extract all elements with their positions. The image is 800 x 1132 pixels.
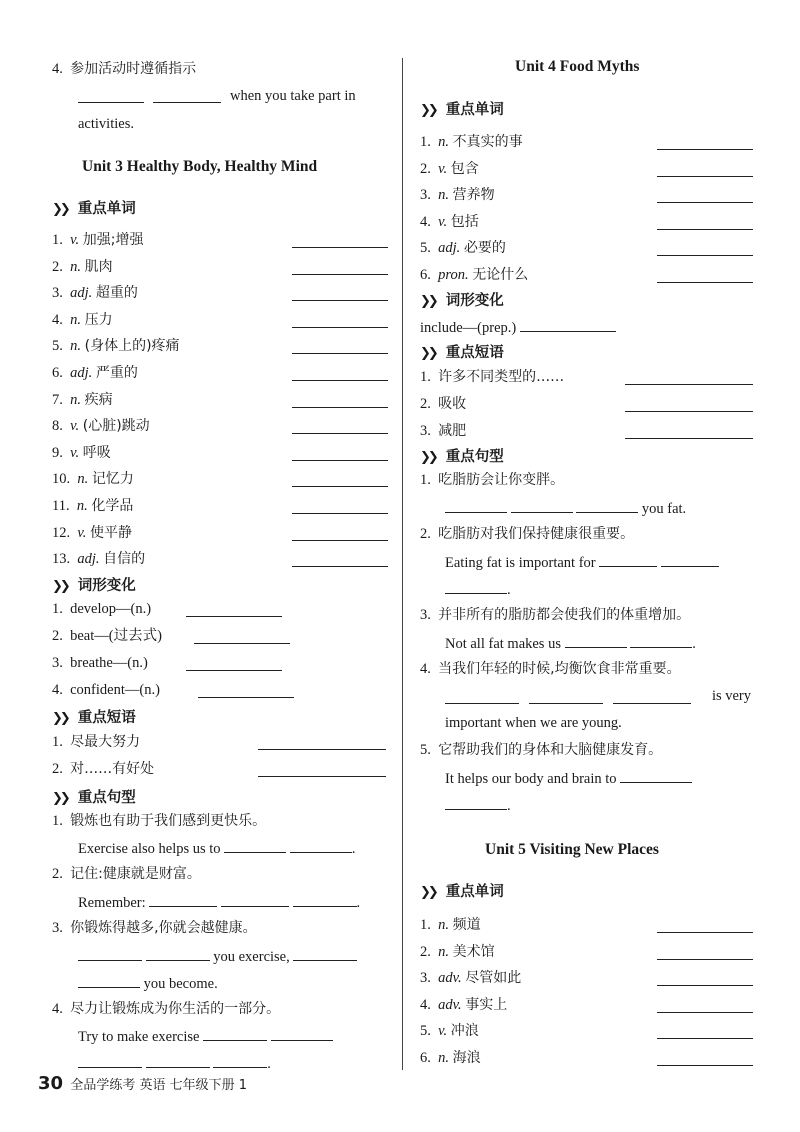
unit3-vocab-answer-blank[interactable]	[292, 299, 388, 301]
chinese-meaning: 冲浪	[450, 1023, 479, 1040]
unit4-phrase-text: 吸收	[438, 396, 467, 412]
chinese-meaning: 肌肉	[84, 258, 113, 275]
item-number: 1.	[420, 134, 431, 150]
chevron-icon: ❯❯	[52, 579, 68, 594]
unit5-vocab-answer-blank[interactable]	[657, 931, 753, 933]
chinese-meaning: 严重的	[95, 365, 138, 381]
unit4-sentence-2-zh: 2. 吃脂肪对我们保持健康很重要。	[420, 526, 635, 542]
unit4-vocab-answer-blank[interactable]	[657, 228, 753, 230]
chinese-meaning: 化学品	[91, 498, 134, 514]
unit4-vocab-item	[420, 213, 479, 231]
unit3-sentence-4-en-line1: Try to make exercise	[78, 1026, 333, 1046]
unit3-vocab-answer-blank[interactable]	[292, 432, 388, 434]
item-number: 3.	[420, 970, 431, 987]
part-of-speech: n.	[70, 338, 81, 355]
unit4-sentence-4-en-line2: important when we are young.	[445, 715, 622, 731]
unit3-wordform-heading: ❯❯ 词形变化	[52, 578, 136, 594]
chinese-meaning: 使平静	[90, 524, 132, 541]
unit4-sentence-4-en-line1: is very	[711, 688, 751, 704]
unit3-sentence-1-en: Exercise also helps us to .	[78, 838, 355, 858]
q4-blank-1[interactable]	[78, 101, 144, 103]
unit3-phrase-text: 对……有好处	[70, 761, 155, 777]
unit3-vocab-heading: ❯❯ 重点单词	[52, 201, 136, 217]
q4-text-line1: when you take part in	[230, 88, 356, 104]
blank[interactable]	[78, 1053, 142, 1068]
unit3-title: Unit 3 Healthy Body, Healthy Mind	[82, 158, 318, 175]
chinese-meaning: 海浪	[452, 1050, 481, 1066]
unit3-wordform-answer-blank[interactable]	[198, 696, 294, 698]
blank[interactable]	[78, 973, 140, 988]
chinese-meaning: 无论什么	[472, 267, 529, 283]
chevron-icon: ❯❯	[420, 103, 436, 118]
unit3-sentence-3-zh: 3. 你锻炼得越多,你就会越健康。	[52, 920, 257, 936]
chevron-icon: ❯❯	[52, 791, 68, 806]
item-number: 8.	[52, 418, 63, 435]
item-number: 1.	[420, 917, 431, 933]
part-of-speech: adj.	[70, 365, 93, 381]
unit3-vocab-item	[52, 337, 180, 355]
unit4-phrase-answer-blank[interactable]	[625, 410, 753, 412]
chevron-icon: ❯❯	[52, 711, 68, 726]
part-of-speech: v.	[438, 213, 448, 230]
unit4-phrase-text: 许多不同类型的……	[438, 369, 565, 385]
unit4-phrase-answer-blank[interactable]	[625, 383, 753, 385]
unit3-vocab-item	[52, 231, 143, 249]
blank[interactable]	[293, 946, 357, 961]
chevron-icon: ❯❯	[420, 885, 436, 900]
unit4-sentence-5-zh: 5. 它帮助我们的身体和大脑健康发育。	[420, 742, 663, 758]
item-number: 7.	[52, 391, 63, 408]
unit5-vocab-item	[420, 1022, 479, 1040]
unit4-vocab-answer-blank[interactable]	[657, 175, 753, 177]
chinese-meaning: 美术馆	[452, 943, 495, 960]
blank[interactable]	[620, 768, 692, 783]
unit3-vocab-answer-blank[interactable]	[292, 565, 388, 567]
unit3-vocab-item	[52, 364, 138, 382]
chinese-meaning: 包含	[450, 160, 479, 177]
item-number: 2.	[420, 160, 431, 177]
blank[interactable]	[203, 1026, 267, 1041]
unit3-wordform-item	[52, 681, 160, 699]
unit4-sentence-5-en-line1: It helps our body and brain to	[445, 768, 692, 788]
unit5-vocab-item	[420, 1049, 481, 1067]
blank[interactable]	[221, 892, 289, 907]
chinese-meaning: (心脏)跳动	[82, 418, 150, 435]
unit3-vocab-answer-blank[interactable]	[292, 273, 388, 275]
chevron-icon: ❯❯	[420, 346, 436, 361]
item-number: 3.	[420, 423, 431, 439]
unit5-vocab-answer-blank[interactable]	[657, 958, 753, 960]
q4-blank-2[interactable]	[153, 101, 221, 103]
item-number: 3.	[52, 655, 63, 671]
unit4-title: Unit 4 Food Myths	[515, 58, 640, 75]
blank[interactable]	[290, 838, 352, 853]
unit5-vocab-heading: ❯❯ 重点单词	[420, 884, 504, 900]
unit4-phrase-item	[420, 422, 466, 440]
unit3-vocab-item	[52, 391, 113, 409]
unit4-vocab-item	[420, 266, 528, 284]
unit4-phrase-heading: ❯❯ 重点短语	[420, 345, 504, 361]
unit3-wordform-item	[52, 627, 162, 645]
unit3-wordform-text: develop—(n.)	[70, 601, 152, 617]
unit4-phrase-answer-blank[interactable]	[625, 437, 753, 439]
footer	[38, 1075, 247, 1095]
unit4-sentence-2-en-line1: Eating fat is important for	[445, 552, 719, 572]
unit5-vocab-answer-blank[interactable]	[657, 1011, 753, 1013]
part-of-speech: pron.	[438, 267, 469, 283]
item-number: 2.	[52, 258, 63, 275]
item-number: 1.	[52, 232, 63, 248]
unit3-sentence-4-zh: 4. 尽力让锻炼成为你生活的一部分。	[52, 1001, 281, 1017]
chinese-meaning: 疾病	[84, 391, 113, 408]
unit4-vocab-answer-blank[interactable]	[657, 201, 753, 203]
unit4-sentence-4-zh: 4. 当我们年轻的时候,均衡饮食非常重要。	[420, 661, 681, 677]
item-number: 10.	[52, 471, 71, 488]
unit5-vocab-item	[420, 916, 481, 934]
chinese-meaning: 频道	[452, 917, 481, 933]
unit3-phrase-item	[52, 760, 154, 778]
part-of-speech: v.	[70, 232, 80, 248]
item-number: 11.	[52, 498, 70, 514]
page-number: 30	[38, 1073, 64, 1094]
part-of-speech: n.	[70, 311, 81, 328]
unit3-sentence-2-en: Remember: .	[78, 892, 360, 912]
unit4-s4-blank-1[interactable]	[445, 702, 519, 704]
part-of-speech: n.	[438, 917, 449, 933]
part-of-speech: adv.	[438, 996, 462, 1013]
blank[interactable]	[511, 498, 573, 513]
blank[interactable]	[445, 579, 507, 594]
blank[interactable]	[565, 633, 627, 648]
column-divider	[402, 58, 403, 1070]
blank[interactable]	[149, 892, 217, 907]
unit3-sentence-1-zh: 1. 锻炼也有助于我们感到更快乐。	[52, 813, 267, 829]
part-of-speech: adj.	[70, 285, 93, 302]
chevron-icon: ❯❯	[52, 202, 68, 217]
unit4-s4-blank-3[interactable]	[613, 702, 691, 704]
item-number: 13.	[52, 551, 71, 568]
unit4-sentence-5-en-line2: .	[445, 795, 511, 815]
unit3-sentence-heading: ❯❯ 重点句型	[52, 790, 136, 806]
unit3-wordform-text: confident—(n.)	[70, 682, 160, 698]
chinese-meaning: 加强;增强	[82, 232, 144, 248]
unit4-phrase-item	[420, 395, 466, 413]
blank[interactable]	[445, 498, 507, 513]
item-number: 6.	[420, 1050, 431, 1066]
part-of-speech: n.	[70, 391, 81, 408]
unit3-vocab-answer-blank[interactable]	[292, 459, 388, 461]
blank[interactable]	[271, 1026, 333, 1041]
chinese-meaning: 必要的	[463, 240, 506, 257]
q4-text-line2: activities.	[78, 116, 134, 132]
unit3-vocab-item	[52, 258, 113, 276]
blank[interactable]	[224, 838, 286, 853]
unit4-sentence-heading: ❯❯ 重点句型	[420, 449, 504, 465]
part-of-speech: v.	[438, 160, 448, 177]
item-number: 4.	[420, 996, 431, 1013]
unit5-title: Unit 5 Visiting New Places	[485, 841, 659, 858]
chinese-meaning: 尽管如此	[465, 970, 522, 987]
chinese-meaning: 营养物	[452, 187, 495, 204]
item-number: 2.	[52, 628, 63, 644]
unit3-vocab-answer-blank[interactable]	[292, 512, 388, 514]
blank[interactable]	[78, 946, 142, 961]
chinese-meaning: 包括	[450, 213, 479, 230]
unit4-sentence-1-en: you fat.	[445, 498, 686, 518]
unit3-wordform-text: breathe—(n.)	[70, 655, 148, 671]
unit5-vocab-item	[420, 943, 495, 961]
blank[interactable]	[661, 552, 719, 567]
unit3-vocab-answer-blank[interactable]	[292, 379, 388, 381]
unit5-vocab-answer-blank[interactable]	[657, 1037, 753, 1039]
chinese-meaning: 自信的	[103, 551, 146, 568]
chinese-meaning: 超重的	[95, 285, 138, 302]
unit3-vocab-answer-blank[interactable]	[292, 326, 388, 328]
item-number: 2.	[420, 396, 431, 412]
footer-text: 全品学练考 英语 七年级下册 1	[70, 1078, 247, 1093]
part-of-speech: n.	[77, 471, 89, 488]
item-number: 9.	[52, 444, 63, 461]
unit3-phrase-item	[52, 733, 140, 751]
unit3-sentence-2-zh: 2. 记住:健康就是财富。	[52, 866, 201, 882]
unit3-wordform-item	[52, 654, 148, 672]
unit3-vocab-item	[52, 524, 132, 542]
unit4-vocab-heading: ❯❯ 重点单词	[420, 102, 504, 118]
unit4-vocab-item	[420, 239, 506, 257]
unit3-wordform-text: beat—(过去式)	[70, 628, 162, 644]
part-of-speech: v.	[70, 444, 80, 461]
unit3-wordform-answer-blank[interactable]	[186, 615, 282, 617]
item-number: 4.	[52, 311, 63, 328]
item-number: 5.	[420, 240, 431, 257]
unit3-vocab-item	[52, 284, 138, 302]
part-of-speech: adv.	[438, 970, 462, 987]
chinese-meaning: 事实上	[465, 996, 508, 1013]
unit5-vocab-item	[420, 969, 521, 987]
unit3-sentence-4-en-line2: .	[78, 1053, 271, 1073]
unit4-sentence-1-zh: 1. 吃脂肪会让你变胖。	[420, 472, 565, 488]
item-number: 5.	[420, 1023, 431, 1040]
blank[interactable]	[576, 498, 638, 513]
blank[interactable]	[599, 552, 657, 567]
unit3-vocab-item	[52, 444, 111, 462]
unit4-vocab-item	[420, 160, 479, 178]
part-of-speech: n.	[76, 498, 88, 514]
chinese-meaning: 记忆力	[91, 471, 134, 488]
unit3-phrase-text: 尽最大努力	[70, 734, 141, 750]
part-of-speech: n.	[438, 187, 449, 204]
chinese-meaning: 压力	[84, 311, 113, 328]
unit3-phrase-answer-blank[interactable]	[258, 748, 386, 750]
unit5-vocab-answer-blank[interactable]	[657, 1064, 753, 1066]
item-number: 2.	[420, 943, 431, 960]
part-of-speech: n.	[70, 258, 81, 275]
unit3-vocab-item	[52, 497, 133, 515]
unit3-phrase-heading: ❯❯ 重点短语	[52, 710, 136, 726]
unit3-vocab-item	[52, 550, 145, 568]
unit3-wordform-answer-blank[interactable]	[186, 669, 282, 671]
unit3-vocab-answer-blank[interactable]	[292, 539, 388, 541]
chevron-icon: ❯❯	[420, 294, 436, 309]
item-number: 2.	[52, 761, 63, 777]
unit5-vocab-item	[420, 996, 507, 1014]
blank[interactable]	[630, 633, 692, 648]
unit3-wordform-answer-blank[interactable]	[194, 642, 290, 644]
unit4-s4-blank-2[interactable]	[529, 702, 603, 704]
part-of-speech: n.	[438, 943, 449, 960]
unit3-vocab-answer-blank[interactable]	[292, 246, 388, 248]
part-of-speech: adj.	[438, 240, 461, 257]
item-number: 3.	[52, 285, 63, 302]
item-number: 5.	[52, 338, 63, 355]
unit5-vocab-answer-blank[interactable]	[657, 984, 753, 986]
part-of-speech: v.	[438, 1023, 448, 1040]
unit3-vocab-item	[52, 470, 134, 488]
part-of-speech: adj.	[77, 551, 100, 568]
unit4-sentence-2-en-line2: .	[445, 579, 511, 599]
blank[interactable]	[146, 1053, 210, 1068]
unit4-sentence-3-en: Not all fat makes us .	[445, 633, 696, 653]
item-number: 3.	[420, 187, 431, 204]
blank[interactable]	[445, 795, 507, 810]
item-number: 12.	[52, 524, 71, 541]
unit4-phrase-text: 减肥	[438, 423, 467, 439]
unit3-sentence-3-en-line2: you become.	[78, 973, 218, 993]
unit3-vocab-answer-blank[interactable]	[292, 406, 388, 408]
blank[interactable]	[520, 317, 616, 332]
unit4-wordform-heading: ❯❯ 词形变化	[420, 293, 504, 309]
unit4-vocab-answer-blank[interactable]	[657, 281, 753, 283]
part-of-speech: n.	[438, 1050, 449, 1066]
unit4-vocab-item	[420, 186, 495, 204]
unit3-vocab-item	[52, 311, 113, 329]
chevron-icon: ❯❯	[420, 450, 436, 465]
chinese-meaning: 不真实的事	[452, 134, 523, 150]
chinese-meaning: 呼吸	[82, 444, 111, 461]
unit3-phrase-answer-blank[interactable]	[258, 775, 386, 777]
blank[interactable]	[293, 892, 357, 907]
item-number: 1.	[52, 734, 63, 750]
item-number: 6.	[420, 267, 431, 283]
item-number: 6.	[52, 365, 63, 381]
unit3-vocab-answer-blank[interactable]	[292, 352, 388, 354]
unit3-vocab-item	[52, 417, 150, 435]
unit3-sentence-3-en-line1: you exercise,	[78, 946, 357, 966]
item-number: 4.	[420, 213, 431, 230]
unit4-wordform-item: include—(prep.)	[420, 317, 616, 337]
blank[interactable]	[146, 946, 210, 961]
part-of-speech: v.	[70, 418, 80, 435]
unit4-vocab-item	[420, 133, 523, 151]
item-number: 1.	[52, 601, 63, 617]
unit4-phrase-item	[420, 368, 564, 386]
unit4-vocab-answer-blank[interactable]	[657, 254, 753, 256]
part-of-speech: v.	[77, 524, 87, 541]
part-of-speech: n.	[438, 134, 449, 150]
item-number: 4.	[52, 682, 63, 698]
q4-prompt: 4. 参加活动时遵循指示	[52, 61, 197, 77]
blank[interactable]	[213, 1053, 267, 1068]
item-number: 1.	[420, 369, 431, 385]
chinese-meaning: (身体上的)疼痛	[84, 338, 180, 355]
unit3-vocab-answer-blank[interactable]	[292, 485, 388, 487]
unit4-sentence-3-zh: 3. 并非所有的脂肪都会使我们的体重增加。	[420, 607, 691, 623]
unit4-vocab-answer-blank[interactable]	[657, 148, 753, 150]
unit3-wordform-item	[52, 600, 151, 618]
